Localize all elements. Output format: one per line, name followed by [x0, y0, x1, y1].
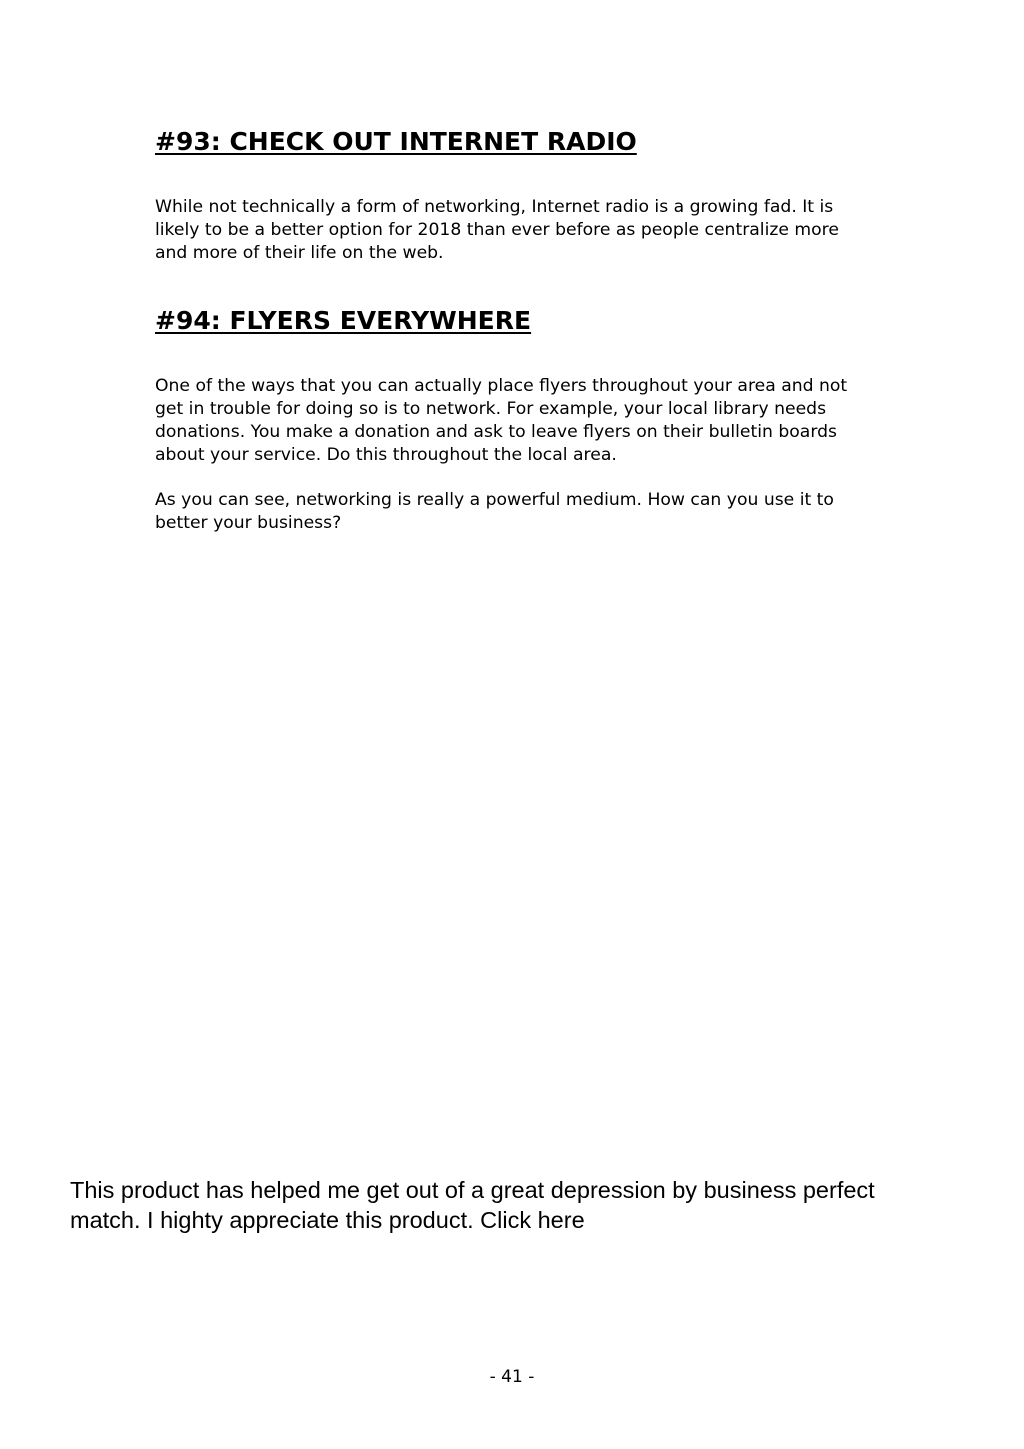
- section-heading: #93: CHECK OUT INTERNET RADIO: [155, 127, 637, 156]
- paragraph: One of the ways that you can actually place flyers throughout your area and not get in trouble for doing so is to network. For example, your local library needs donations. You make a donation and ask to leave flyers on their bulletin boards about your service. Do this throughout the local area.: [155, 376, 848, 465]
- promo-text: [70, 1175, 950, 1235]
- section-internet-radio: [155, 126, 875, 265]
- paragraph: As you can see, networking is really a powerful medium. How can you use it to better your business?: [155, 490, 834, 533]
- click-here-link[interactable]: Click here: [480, 1207, 585, 1233]
- page-number: - 41 -: [489, 1367, 535, 1387]
- section-heading: #94: FLYERS EVERYWHERE: [155, 306, 532, 335]
- promo-message: This product has helped me get out of a great depression by business perfect match. I highty appreciate this product.: [70, 1177, 875, 1233]
- section-flyers-everywhere: [155, 305, 875, 535]
- paragraph: While not technically a form of networking, Internet radio is a growing fad. It is likely to be a better option for 2018 than ever before as people centralize more and more of their life on the web.: [155, 197, 839, 263]
